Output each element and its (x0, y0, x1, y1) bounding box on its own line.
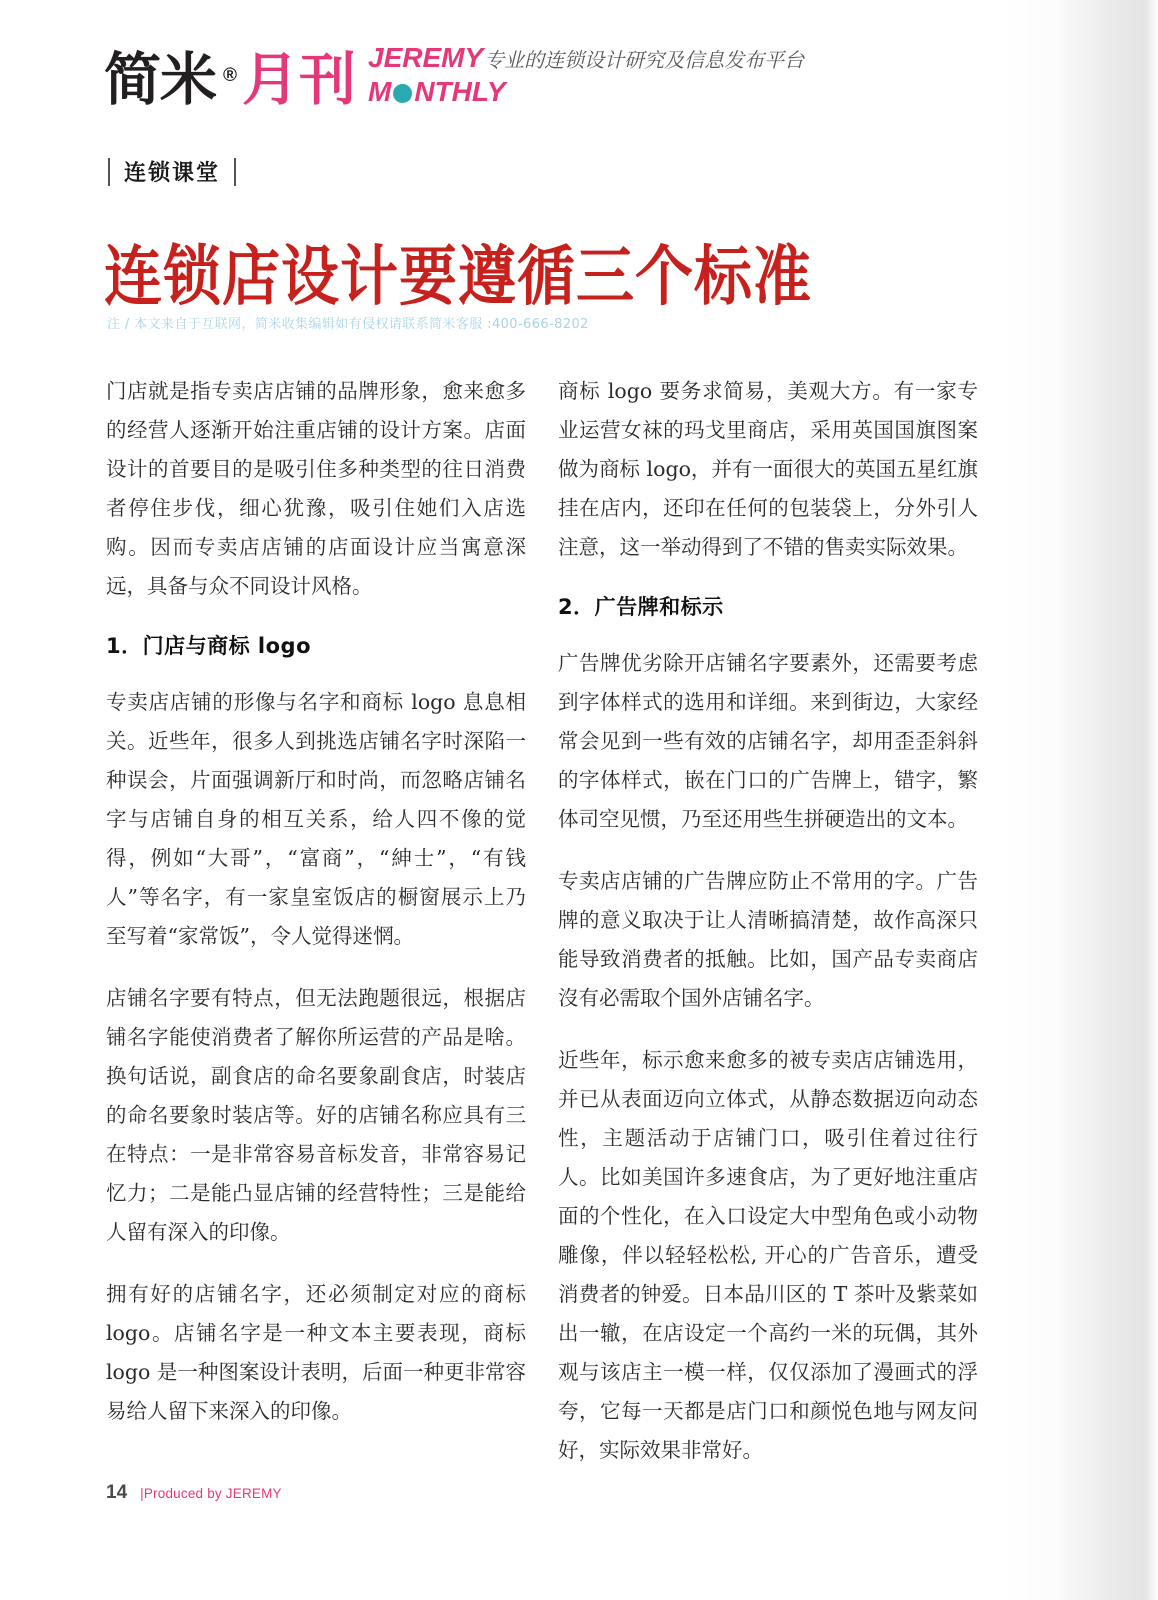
paragraph: 专卖店店铺的形像与名字和商标 logo 息息相关。近些年，很多人到挑选店铺名字时深陷一种误会，片面强调新厅和时尚，而忽略店铺名字与店铺自身的相互关系，给人四不像的觉得，例如“大哥”，“富商”，“紳士”，“有钱人”等名字，有一家皇室饭店的橱窗展示上乃至写着“家常饭”，令人觉得迷惘。 (106, 690, 526, 948)
left-column (106, 372, 526, 1493)
page-footer (106, 1482, 282, 1504)
section-heading-1: 1．门店与商标 logo (106, 634, 312, 658)
logo-monthly-rest: NTHLY (414, 76, 506, 107)
logo-chinese-black-text: 简米 (104, 47, 216, 113)
source-note: 注 / 本文来自于互联网，简米收集编辑如有侵权请联系简米客服 :400-666-8202 (107, 317, 589, 332)
category-label: 连锁课堂 (124, 161, 221, 186)
logo-chinese-black (104, 47, 236, 113)
page-title: 连锁店设计要遵循三个标准 (104, 237, 813, 314)
logo-monthly-m: M (368, 76, 392, 107)
article-body (0, 372, 1005, 1493)
category-bar-left-icon (108, 158, 110, 186)
paragraph: 广告牌优劣除开店铺名字要素外，还需要考虑到字体样式的选用和详细。来到街边，大家经常会见到一些有效的店铺名字，却用歪歪斜斜的字体样式，嵌在门口的广告牌上，错字，繁体司空见惯，乃至还用些生拼硬造出的文本。 (558, 651, 978, 831)
paragraph: 拥有好的店铺名字，还必须制定对应的商标 logo。店铺名字是一种文本主要表现，商标 logo 是一种图案设计表明，后面一种更非常容易给人留下来深入的印像。 (106, 1282, 526, 1423)
logo-english-row-2 (368, 76, 804, 108)
footer-credit: |Produced by JEREMY (140, 1486, 282, 1501)
masthead-tagline: 专业的连锁设计研究及信息发布平台 (484, 48, 805, 72)
article-category (108, 156, 236, 187)
page-edge-shadow (1000, 0, 1158, 1600)
logo-english-row-1 (368, 42, 804, 74)
right-column (558, 372, 978, 1493)
page-number: 14 (106, 1482, 128, 1503)
paragraph: 近些年，标示愈来愈多的被专卖店店铺选用，并已从表面迈向立体式，从静态数据迈向动态性，主题活动于店铺门口，吸引住着过往行人。比如美国许多速食店，为了更好地注重店面的个性化，在入口设定大中型角色或小动物雕像，伴以轻轻松松, 开心的广告音乐，遭受消费者的钟爱。日本品川区的 T 茶叶及紫菜如出一辙，在店设定一个高约一米的玩偶，其外观与该店主一模一样，仅仅添加了漫画式的浮夸，它每一天都是店门口和颜悦色地与网友问好，实际效果非常好。 (558, 1048, 978, 1462)
paragraph: 门店就是指专卖店店铺的品牌形象，愈来愈多的经营人逐渐开始注重店铺的设计方案。店面设计的首要目的是吸引住多种类型的往日消费者停住步伐，细心犹豫，吸引住她们入店选购。因而专卖店店铺的店面设计应当寓意深远，具备与众不同设计风格。 (106, 379, 526, 598)
logo-english-block (368, 42, 804, 108)
logo-chinese-pink: 月刊 (242, 47, 356, 113)
paragraph: 专卖店店铺的广告牌应防止不常用的字。广告牌的意义取决于让人清晰搞清楚，故作高深只能导致消费者的抵触。比如，国产品专卖商店沒有必需取个国外店铺名字。 (558, 869, 978, 1010)
category-bar-right-icon (234, 158, 236, 186)
registered-trademark-icon: ® (223, 65, 236, 86)
paragraph: 店铺名字要有特点，但无法跑题很远，根据店铺名字能使消费者了解你所运营的产品是啥。换句话说，副食店的命名要象副食店，时装店的命名要象时装店等。好的店铺名称应具有三在特点：一是非常容易音标发音，非常容易记忆力；二是能凸显店铺的经营特性；三是能给人留有深入的印像。 (106, 986, 526, 1244)
logo-jeremy-text: JEREMY (368, 42, 484, 73)
masthead-logo (104, 28, 805, 113)
section-heading-2: 2．广告牌和标示 (558, 595, 724, 619)
paragraph: 商标 logo 要务求简易，美观大方。有一家专业运营女袜的玛戈里商店，采用英国国旗图案做为商标 logo，并有一面很大的英国五星红旗挂在店内，还印在任何的包装袋上，分外引人注意，这一举动得到了不错的售卖实际效果。 (558, 379, 978, 559)
teal-circle-icon (393, 84, 412, 103)
